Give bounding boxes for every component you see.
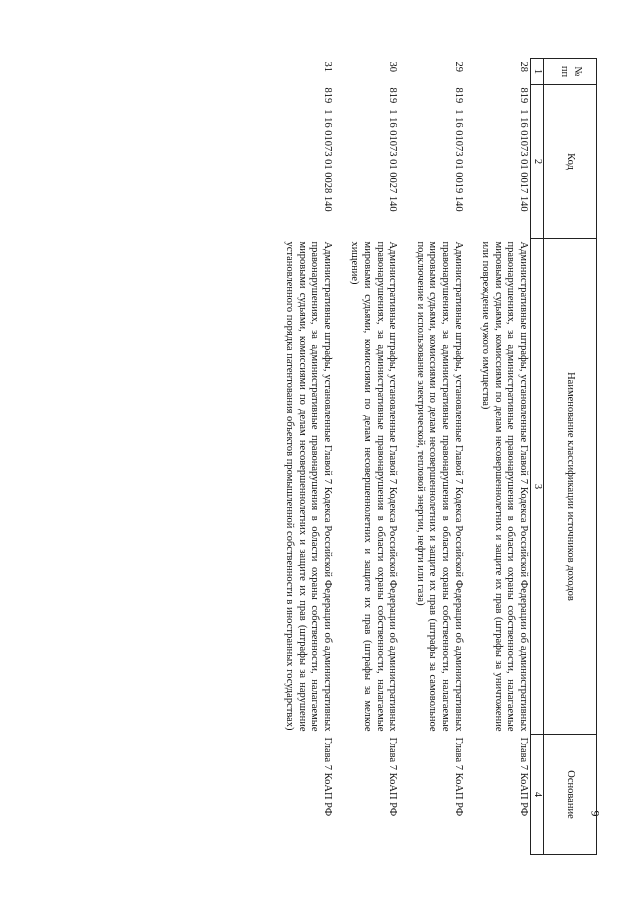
row-code <box>399 85 464 239</box>
row-basis: Глава 7 КоАП РФ <box>452 737 464 817</box>
col-number-3: 3 <box>531 239 544 735</box>
table-row <box>334 59 399 855</box>
header-code: Код <box>544 85 597 239</box>
row-basis: Глава 7 КоАП РФ <box>465 735 531 855</box>
row-basis: Глава 7 КоАП РФ <box>321 737 333 817</box>
header-name: Наименование классификации источников доходов <box>544 239 597 735</box>
column-number-row <box>531 59 544 855</box>
row-number: 28 <box>465 59 531 85</box>
col-number-2: 2 <box>531 85 544 239</box>
row-number: 30 <box>387 61 399 72</box>
revenue-sources-table <box>269 58 598 855</box>
code-prefix: 819 <box>321 87 333 104</box>
col-number-1: 1 <box>531 59 544 85</box>
col-number-4: 4 <box>531 735 544 855</box>
row-name: Административные штрафы, установленные Главой 7 Кодекса Российской Федерации об административных правонарушениях, за административные правонарушения в области охраны собственности, налагаемые мировыми судьями, комиссиями по делам несовершеннолетних и защите их прав (штрафы за мелкое хищение) <box>349 241 399 732</box>
row-name: Административные штрафы, установленные Главой 7 Кодекса Российской Федерации об административных правонарушениях, за административные правонарушения в области охраны собственности, налагаемые мировыми судьями, комиссиями по делам несовершеннолетних и защите их прав (штрафы за самовольное подключение и использование электрической, тепловой энергии, нефти или газа) <box>414 241 464 732</box>
row-basis: Глава 7 КоАП РФ <box>387 737 399 817</box>
code-main: 1 16 01073 01 0017 140 <box>518 109 529 212</box>
row-code <box>334 85 399 239</box>
code-prefix: 819 <box>452 87 464 104</box>
table-row <box>269 59 334 855</box>
row-code <box>269 85 334 239</box>
code-prefix: 819 <box>387 87 399 104</box>
header-num: № пп <box>544 59 597 85</box>
code-main: 1 16 01073 01 0027 140 <box>387 109 399 212</box>
table-row <box>399 59 464 855</box>
table-header-row <box>544 59 597 855</box>
row-number: 29 <box>452 61 464 72</box>
table-row <box>465 59 531 855</box>
row-name: Административные штрафы, установленные Главой 7 Кодекса Российской Федерации об административных правонарушениях, за административные правонарушения в области охраны собственности, налагаемые мировыми судьями, комиссиями по делам несовершеннолетних и защите их прав (штрафы за нарушение установленного порядка патентования объектов промышленной собственности в иностранных государствах) <box>284 241 333 732</box>
header-basis: Основание <box>544 735 597 855</box>
code-prefix: 819 <box>518 87 529 104</box>
row-code <box>465 85 531 239</box>
page-number: 9 <box>588 810 603 817</box>
code-main: 1 16 01073 01 0028 140 <box>321 109 333 212</box>
row-name: Административные штрафы, установленные Главой 7 Кодекса Российской Федерации об административных правонарушениях, за административные правонарушения в области охраны собственности, налагаемые мировыми судьями, комиссиями по делам несовершеннолетних и защите их прав (штрафы за уничтожение или повреждение чужого имущества) <box>465 239 531 735</box>
row-number: 31 <box>321 61 333 72</box>
code-main: 1 16 01073 01 0019 140 <box>452 109 464 212</box>
